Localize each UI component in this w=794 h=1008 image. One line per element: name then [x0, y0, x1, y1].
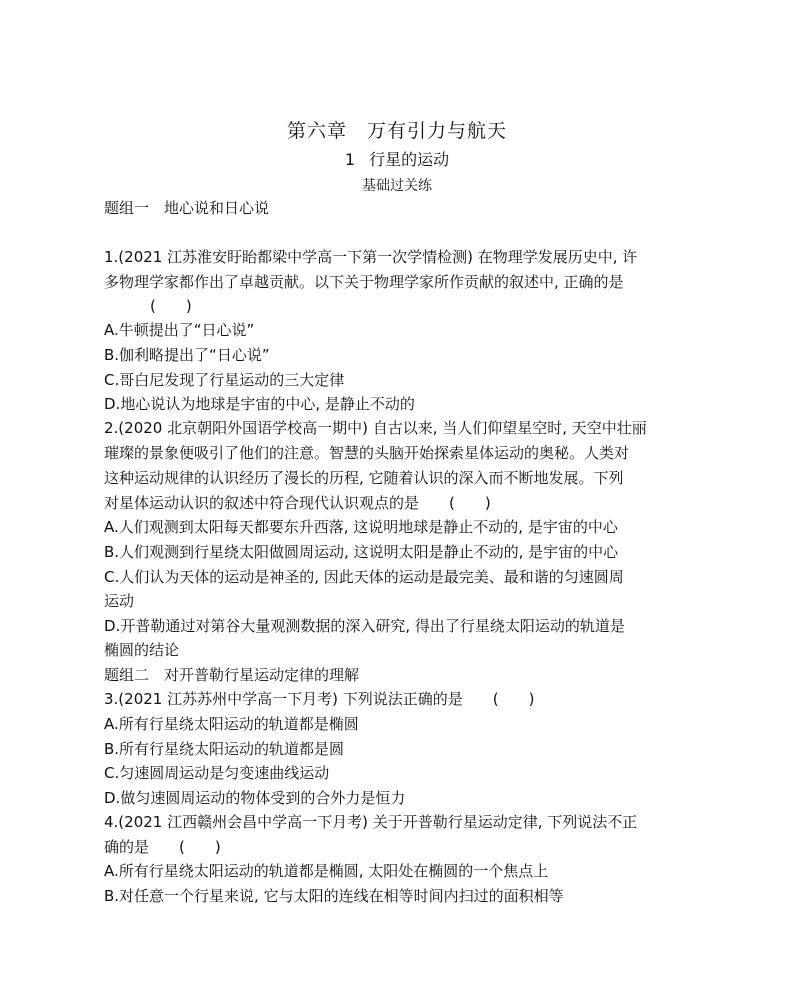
q4-option-a: A.所有行星绕太阳运动的轨道都是椭圆, 太阳处在椭圆的一个焦点上 — [104, 862, 549, 880]
q3-option-b: B.所有行星绕太阳运动的轨道都是圆 — [104, 740, 345, 758]
subsection-title: 基础过关练 — [362, 178, 432, 194]
q2-option-c-line1: C.人们认为天体的运动是神圣的, 因此天体的运动是最完美、最和谐的匀速圆周 — [104, 568, 624, 586]
q1-answer-paren: ( ) — [150, 297, 192, 315]
q3-option-d: D.做匀速圆周运动的物体受到的合外力是恒力 — [104, 789, 406, 807]
q4-option-b: B.对任意一个行星来说, 它与太阳的连线在相等时间内扫过的面积相等 — [104, 887, 564, 905]
q1-option-b: B.伽利略提出了“日心说” — [104, 346, 270, 364]
q3-stem-line1: 3.(2021 江苏苏州中学高一下月考) 下列说法正确的是 ( ) — [104, 690, 535, 708]
q1-stem-line1: 1.(2021 江苏淮安盱眙都梁中学高一下第一次学情检测) 在物理学发展历史中, 许 — [104, 248, 638, 266]
q1-stem-line2: 多物理学家都作出了卓越贡献。以下关于物理学家所作贡献的叙述中, 正确的是 — [104, 273, 624, 291]
section-title — [0, 147, 794, 170]
q4-stem-line1: 4.(2021 江西赣州会昌中学高一下月考) 关于开普勒行星运动定律, 下列说法不正 — [104, 813, 638, 831]
section-number: 1 — [344, 150, 356, 169]
q2-stem-line1: 2.(2020 北京朝阳外国语学校高一期中) 自古以来, 当人们仰望星空时, 天空中壮丽 — [104, 419, 647, 437]
q2-option-d-line1: D.开普勒通过对第谷大量观测数据的深入研究, 得出了行星绕太阳运动的轨道是 — [104, 617, 625, 635]
q3-option-c: C.匀速圆周运动是匀变速曲线运动 — [104, 764, 330, 782]
q2-option-a: A.人们观测到太阳每天都要东升西落, 这说明地球是静止不动的, 是宇宙的中心 — [104, 518, 618, 536]
q2-stem-line3: 这种运动规律的认识经历了漫长的历程, 它随着认识的深入而不断地发展。下列 — [104, 469, 624, 487]
section-name: 行星的运动 — [369, 150, 450, 169]
q2-stem-line4: 对星体运动认识的叙述中符合现代认识观点的是 ( ) — [104, 494, 491, 512]
q1-option-d: D.地心说认为地球是宇宙的中心, 是静止不动的 — [104, 395, 415, 413]
q2-option-d-line2: 椭圆的结论 — [104, 641, 180, 659]
group-title-1: 题组一 地心说和日心说 — [104, 199, 270, 217]
q2-stem-line2: 璀璨的景象便吸引了他们的注意。智慧的头脑开始探索星体运动的奥秘。人类对 — [104, 444, 630, 462]
q4-stem-line2: 确的是 ( ) — [104, 838, 221, 856]
chapter-title: 第六章 万有引力与航天 — [286, 120, 507, 142]
q2-option-b: B.人们观测到行星绕太阳做圆周运动, 这说明太阳是静止不动的, 是宇宙的中心 — [104, 543, 619, 561]
q2-option-c-line2: 运动 — [104, 592, 135, 610]
group-title-2: 题组二 对开普勒行星运动定律的理解 — [104, 666, 360, 684]
q1-option-c: C.哥白尼发现了行星运动的三大定律 — [104, 371, 345, 389]
q3-option-a: A.所有行星绕太阳运动的轨道都是椭圆 — [104, 715, 359, 733]
q1-option-a: A.牛顿提出了“日心说” — [104, 321, 255, 339]
